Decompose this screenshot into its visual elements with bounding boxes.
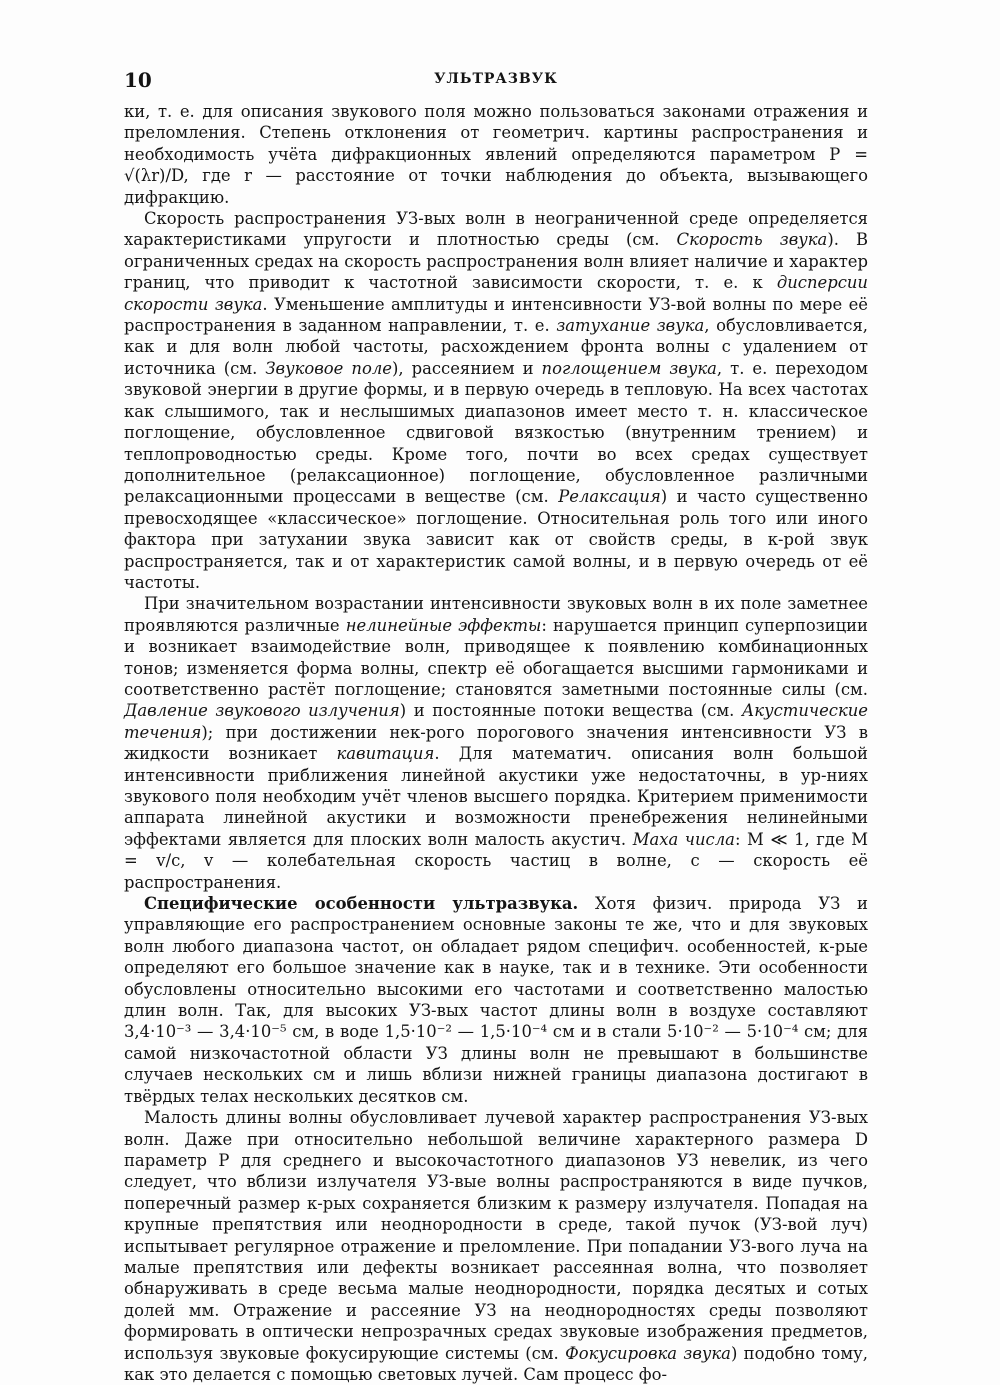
cross-reference-term: поглощением звука xyxy=(541,358,717,378)
section-heading: Специфические особенности ультразвука. xyxy=(144,894,579,914)
paragraph xyxy=(124,893,868,1107)
cross-reference-term: затухание звука xyxy=(556,316,705,336)
text-run: ). В ограниченных средах на скорость распространения волн влияет наличие и характер границ, что приводит к частотной зависимости скорости, т. е. к xyxy=(124,230,868,293)
text-run: ) и постоянные потоки вещества (см. xyxy=(399,701,742,721)
paragraph xyxy=(124,101,868,208)
text-run: ) и часто существенно превосходящее «классическое» поглощение. Относительная роль того или иного фактора при затухании звука зависит как от свойств среды, в к-рой звук распространяется, так и от характеристик самой волны, и в первую очередь от её частоты. xyxy=(124,487,869,592)
text-run: Хотя физич. природа УЗ и управляющие его распространением основные законы те же, что и для звуковых волн любого диапазона частот, он обладает рядом специфич. особенностей, к-рые определяют его большое значение как в науке, так и в технике. Эти особенности обусловлены относительно высокими его частотами и соответственно малостью длин волн. Так, для высоких УЗ-вых частот длины волн в воздухе составляют 3,4·10⁻³ — 3,4·10⁻⁵ см, в воде 1,5·10⁻² — 1,5·10⁻⁴ см и в стали 5·10⁻² — 5·10⁻⁴ см; для самой низкочастотной области УЗ длины волн не превышают в большинстве случаев нескольких см и лишь вблизи нижней границы диапазона достигают в твёрдых телах нескольких десятков см. xyxy=(124,894,868,1106)
text-run: При значительном возрастании интенсивности звуковых волн в их поле заметнее проявляются различные xyxy=(124,594,868,635)
cross-reference-term: нелинейные эффекты xyxy=(345,615,542,635)
cross-reference-term: Маха числа xyxy=(632,829,735,849)
text-run: ) подобно тому, как это делается с помощью световых лучей. Сам процесс фо- xyxy=(124,1343,868,1384)
cross-reference-term: Фокусировка звука xyxy=(565,1343,731,1363)
text-run: , обусловливается, как и для волн любой частоты, расхождением фронта волны с удалением от источника (см. xyxy=(124,316,869,378)
paragraph xyxy=(124,208,868,593)
text-run: ки, т. е. для описания звукового поля можно пользоваться законами отражения и преломления. Степень отклонения от геометрич. картины распространения и необходимость учёта дифракционных явлений определяются параметром P = √(λr)/D, где r — расстояние от точки наблюдения до объекта, вызывающего дифракцию. xyxy=(124,102,868,207)
text-run: . Уменьшение амплитуды и интенсивности УЗ-вой волны по мере её распространения в заданном направлении, т. е. xyxy=(124,294,868,336)
running-title: УЛЬТРАЗВУК xyxy=(434,71,558,87)
text-run: . Для математич. описания волн большой интенсивности приближения линейной акустики уже недостаточны, в ур-ниях звукового поля необходим учёт членов высшего порядка. Критерием применимости аппарата линейной акустики и возможности пренебрежения нелинейными эффектами является для плоских волн малость акустич. xyxy=(124,744,868,849)
paragraph xyxy=(124,593,868,893)
text-run: : нарушается принцип суперпозиции и возникает взаимодействие волн, приводящее к появлению комбинационных тонов; изменяется форма волны, спектр её обогащается высшими гармониками и соответственно растёт поглощение; становятся заметными постоянные силы (см. xyxy=(124,615,868,699)
text-run: ), рассеянием и xyxy=(391,358,542,378)
cross-reference-term: Звуковое поле xyxy=(265,358,392,378)
text-run: Малость длины волны обусловливает лучевой характер распространения УЗ-вых волн. Даже при относительно небольшой величине характерного размера D параметр P для среднего и высокочастотного диапазонов УЗ невелик, из чего следует, что вблизи излучателя УЗ-вые волны распространяются в виде пучков, поперечный размер к-рых сохраняется близким к размеру излучателя. Попадая на крупные препятствия или неоднородности в среде, такой пучок (УЗ-вой луч) испытывает регулярное отражение и преломление. При попадании УЗ-вого луча на малые препятствия или дефекты возникает рассеянная волна, что позволяет обнаруживать в среде весьма малые неоднородности, порядка десятых и сотых долей мм. Отражение и рассеяние УЗ на неоднородностях среды позволяют формировать в оптически непрозрачных средах звуковые изображения предметов, используя звуковые фокусирующие системы (см. xyxy=(124,1108,868,1363)
text-run: , т. е. переходом звуковой энергии в другие формы, и в первую очередь в тепловую. На всех частотах как слышимого, так и неслышимых диапазонов имеет место т. н. классическое поглощение, обусловленное сдвиговой вязкостью (внутренним трением) и теплопроводностью среды. Кроме того, почти во всех средах существует дополнительное (релаксационное) поглощение, обусловленное различными релаксационными процессами в веществе (см. xyxy=(124,358,869,507)
cross-reference-term: Давление звукового излучения xyxy=(124,701,400,721)
cross-reference-term: Релаксация xyxy=(558,487,661,507)
cross-reference-term: Акустические течения xyxy=(124,701,868,742)
page-header xyxy=(124,68,868,94)
paragraph xyxy=(124,1107,868,1385)
text-run: : M ≪ 1, где M = v/c, v — колебательная скорость частиц в волне, c — скорость её распространения. xyxy=(124,829,868,892)
cross-reference-term: кавитация xyxy=(336,744,435,764)
cross-reference-term: Скорость звука xyxy=(676,230,828,250)
article-body xyxy=(124,101,868,1385)
cross-reference-term: дисперсии скорости звука xyxy=(124,273,868,314)
page-number: 10 xyxy=(124,68,152,92)
text-run: Скорость распространения УЗ-вых волн в неограниченной среде определяется характеристиками упругости и плотностью среды (см. xyxy=(124,209,868,250)
text-run: ); при достижении нек-рого порогового значения интенсивности УЗ в жидкости возникает xyxy=(124,722,868,764)
